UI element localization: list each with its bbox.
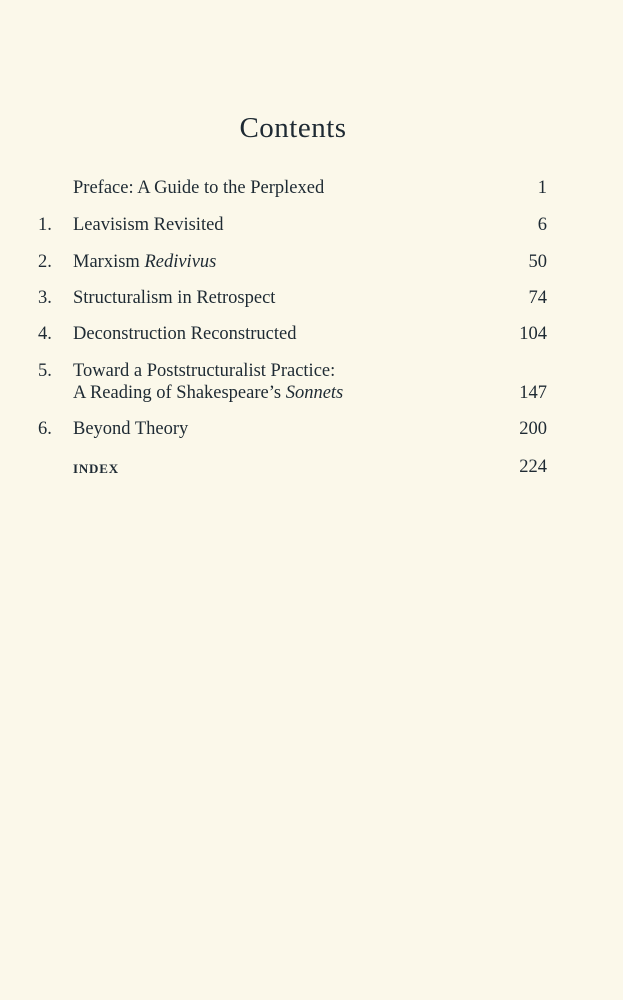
toc-entry-page: 50 <box>528 252 547 272</box>
toc-entry-label-main: Marxism <box>73 252 145 272</box>
toc-entry-label: Beyond Theory <box>73 419 189 439</box>
toc-entry-label: Leavisism Revisited <box>73 215 224 235</box>
toc-entry-page: 6 <box>537 215 547 235</box>
page-title: Contents <box>239 112 347 144</box>
toc-entry-label: INDEX <box>73 461 119 476</box>
toc-entry-number: 2. <box>38 252 52 272</box>
toc-entry-page: 200 <box>519 419 547 439</box>
toc-entry-number: 3. <box>38 288 52 308</box>
toc-entry-label: Preface: A Guide to the Perplexed <box>73 178 325 198</box>
toc-entry-number: 1. <box>38 215 52 235</box>
toc-entry-label <box>73 251 473 273</box>
toc-entry-page: 1 <box>537 178 547 198</box>
toc-entry-page: 104 <box>519 324 547 344</box>
toc-entry-number: 6. <box>38 419 52 439</box>
toc-entry-page: 147 <box>519 383 547 403</box>
toc-entry-label-line-1: Toward a Poststructuralist Practice: <box>73 361 336 381</box>
toc-entry-page: 74 <box>528 288 547 308</box>
toc-entry-label: Deconstruction Reconstructed <box>73 324 297 344</box>
toc-entry-label: Structuralism in Retrospect <box>73 288 276 308</box>
toc-entry-number: 4. <box>38 324 52 344</box>
toc-entry-number: 5. <box>38 361 52 381</box>
toc-entry-label-line-2 <box>73 382 473 404</box>
toc-entry-label-italic: Redivivus <box>144 252 217 272</box>
toc-entry-page: 224 <box>519 457 547 477</box>
toc-entry-label-main: A Reading of Shakespeare’s <box>73 383 286 403</box>
toc-entry-label-italic: Sonnets <box>285 383 344 403</box>
